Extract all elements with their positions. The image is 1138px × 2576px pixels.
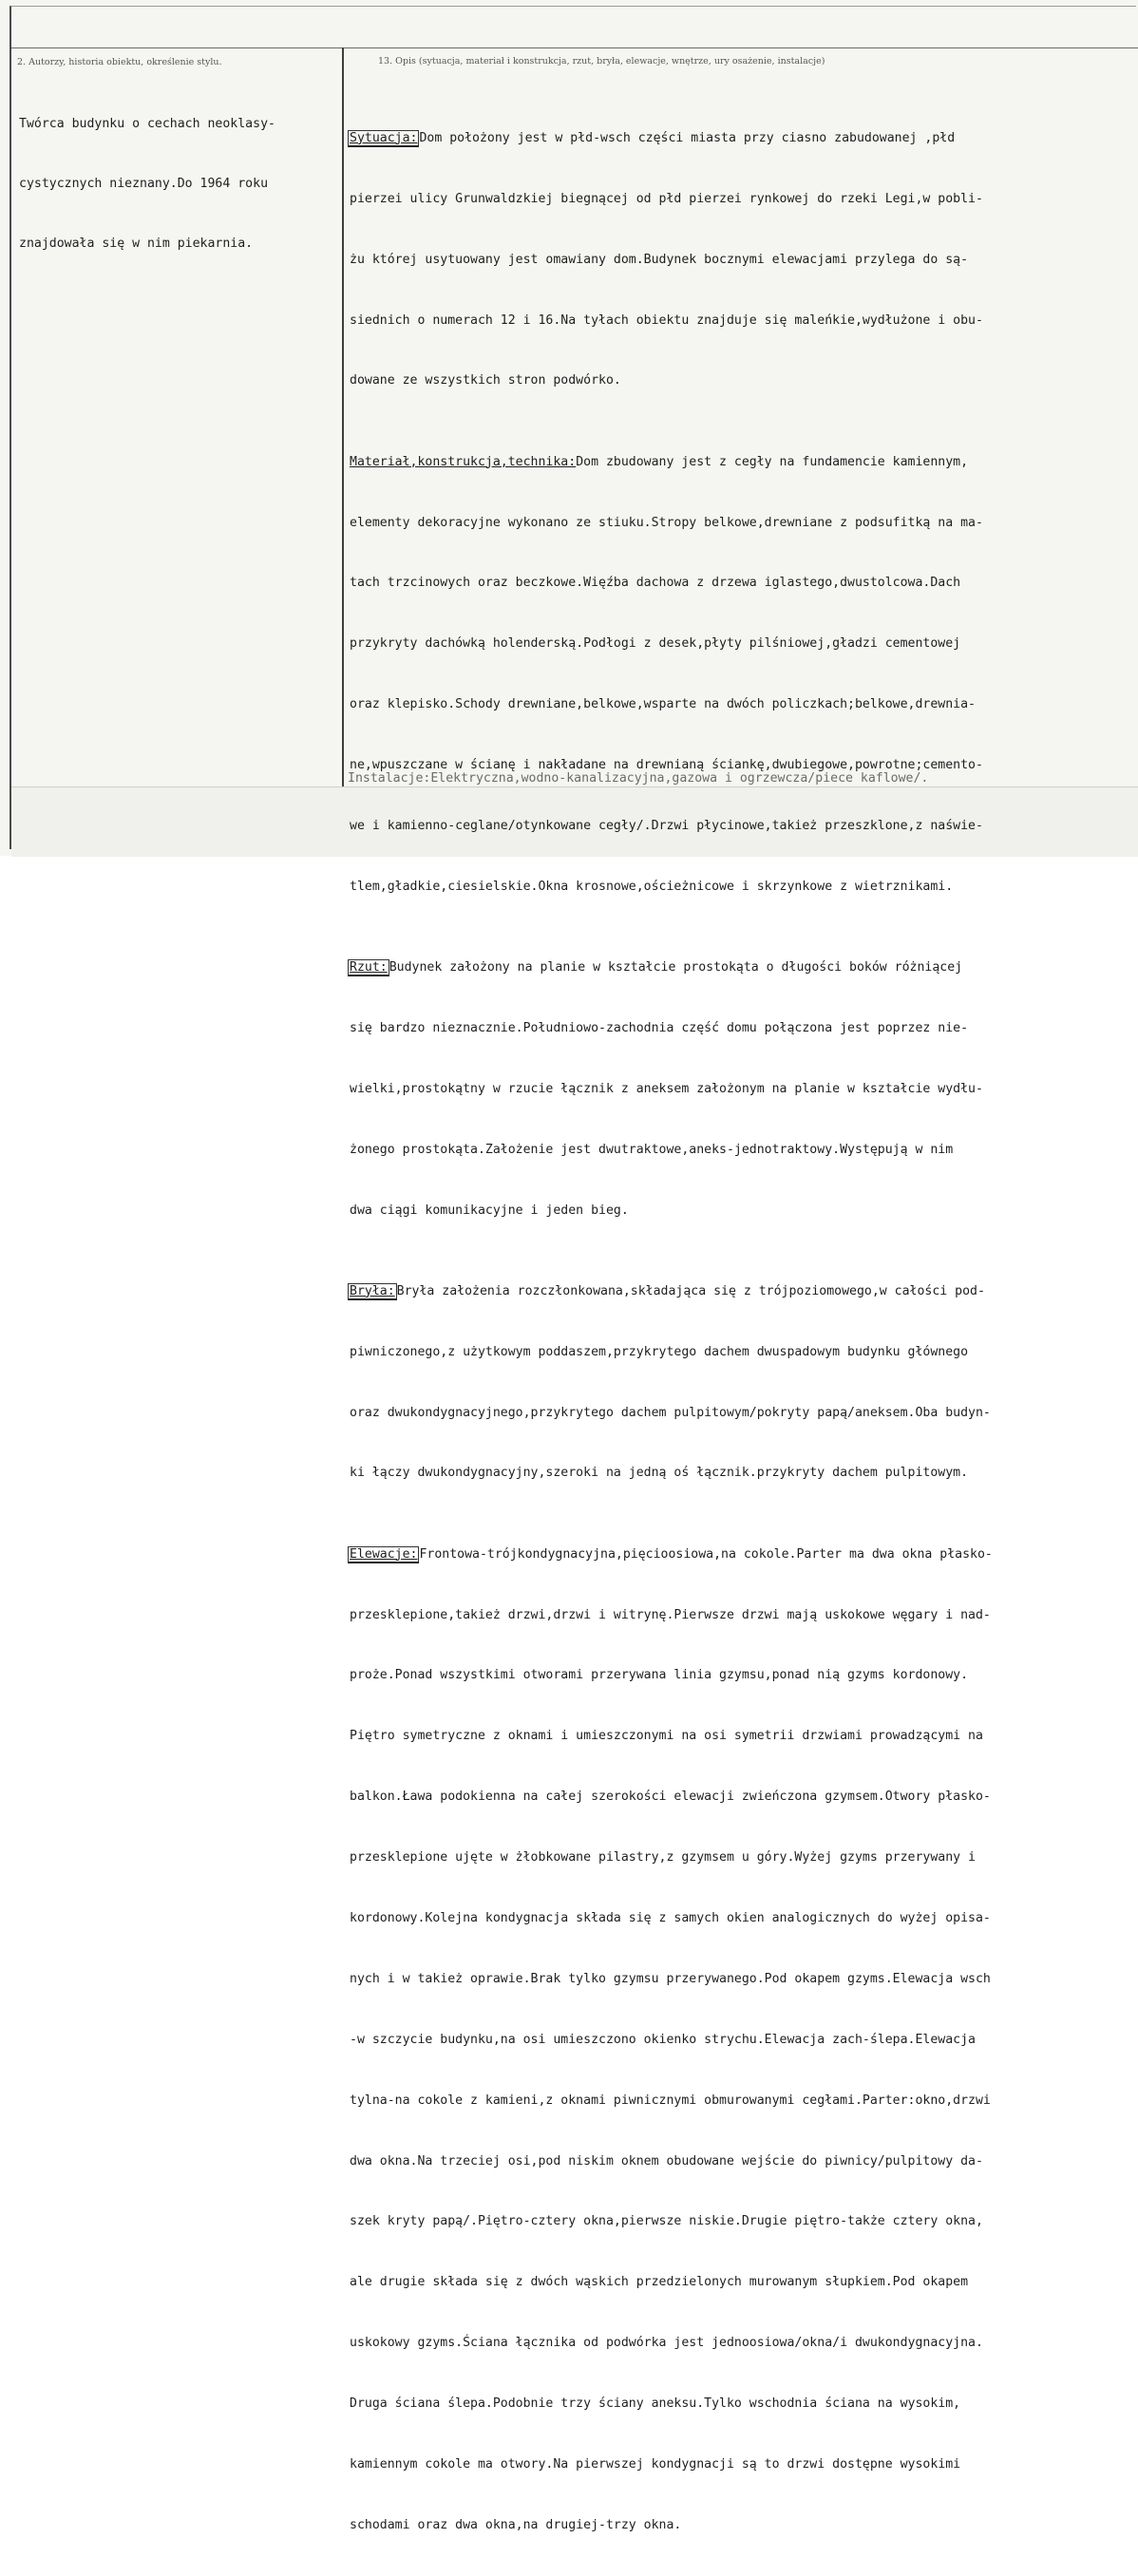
text-line: przesklepione ujęte w żłobkowane pilastry,z gzymsem u góry.Wyżej gzyms przerywany i <box>350 1850 976 1866</box>
text-line: tlem,gładkie,ciesielskie.Okna krosnowe,ościeżnicowe i skrzynkowe z wietrznikami. <box>350 879 954 894</box>
text-line: dwa okna.Na trzeciej osi,pod niskim oknem obudowane wejście do piwnicy/pulpitowy da- <box>350 2153 983 2169</box>
text-line: cystycznych nieznany.Do 1964 roku <box>19 177 269 191</box>
text-line: tach trzcinowych oraz beczkowe.Więźba dachowa z drzewa iglastego,dwustolcowa.Dach <box>350 576 961 591</box>
section-heading-situation: Sytuacja: <box>350 130 418 145</box>
text-line: ne,wpuszczane w ścianę i nakładane na drewnianą ściankę,dwubiegowe,powrotne;cemento- <box>350 758 983 773</box>
text-line: siednich o numerach 12 i 16.Na tyłach obiektu znajduje się maleńkie,wydłużone i obu- <box>350 313 983 328</box>
text-line: przykryty dachówką holenderską.Podłogi z desek,płyty pilśniowej,gładzi cementowej <box>350 636 961 652</box>
section-heading-material: Materiał,konstrukcja,technika: <box>350 454 577 469</box>
text-line: kamiennym cokole ma otwory.Na pierwszej kondygnacji są to drzwi dostępne wysokimi <box>350 2457 961 2472</box>
left-field-label: 2. Autorzy, historia obiektu, określenie stylu. <box>17 57 222 67</box>
section-heading-elevations: Elewacje: <box>350 1546 418 1562</box>
form-header-divider <box>11 47 1138 48</box>
text-line: tylna-na cokole z kamieni,z oknami piwnicznymi obmurowanymi cegłami.Parter:okno,drzwi <box>350 2093 991 2108</box>
text-line: we i kamienno-ceglane/otynkowane cegły/.Drzwi płycinowe,takież przeszklone,z naświe- <box>350 818 983 833</box>
text-line: Budynek założony na planie w kształcie prostokąta o długości boków różniącej <box>389 960 963 975</box>
text-line: Twórca budynku o cechach neoklasy- <box>19 117 275 131</box>
text-line: wielki,prostokątny w rzucie łącznik z aneksem założonym na planie w kształcie wydłu- <box>350 1081 983 1096</box>
text-line: dowane ze wszystkich stron podwórko. <box>350 373 621 388</box>
installations-text: Instalacje:Elektryczna,wodno-kanalizacyjna,gazowa i ogrzewcza/piece kaflowe/. <box>348 771 929 786</box>
text-line: proże.Ponad wszystkimi otworami przerywana linia gzymsu,ponad nią gzyms kordonowy. <box>350 1668 969 1683</box>
text-line: szek kryty papą/.Piętro-cztery okna,pierwsze niskie.Drugie piętro-także cztery okna, <box>350 2214 983 2229</box>
text-line: Dom położony jest w płd-wsch części miasta przy ciasno zabudowanej ,płd <box>419 130 956 145</box>
text-line: się bardzo nieznacznie.Południowo-zachodnia część domu połączona jest poprzez nie- <box>350 1020 969 1035</box>
description-text <box>350 67 1136 2576</box>
text-line: Bryła założenia rozczłonkowana,składająca się z trójpoziomowego,w całości pod- <box>396 1283 985 1298</box>
text-line: piwniczonego,z użytkowym poddaszem,przykrytego dachem dwuspadowym budynku głównego <box>350 1344 969 1359</box>
text-line: Dom zbudowany jest z cegły na fundamencie kamiennym, <box>576 454 969 469</box>
text-line: żu której usytuowany jest omawiany dom.Budynek bocznymi elewacjami przylega do są- <box>350 252 969 267</box>
text-line: Piętro symetryczne z oknami i umieszczonymi na osi symetrii drzwiami prowadzącymi na <box>350 1729 983 1744</box>
text-line: Druga ściana ślepa.Podobnie trzy ściany aneksu.Tylko wschodnia ściana na wysokim, <box>350 2396 961 2412</box>
text-line: dwa ciągi komunikacyjne i jeden bieg. <box>350 1203 629 1218</box>
text-line: balkon.Ława podokienna na całej szerokości elewacji zwieńczona gzymsem.Otwory płasko- <box>350 1790 991 1805</box>
section-heading-massing: Bryła: <box>350 1283 395 1298</box>
text-line: nych i w takież oprawie.Brak tylko gzymsu przerywanego.Pod okapem gzyms.Elewacja wsch <box>350 1971 991 1986</box>
section-heading-plan: Rzut: <box>350 960 388 975</box>
text-line: przesklepione,takież drzwi,drzwi i witrynę.Pierwsze drzwi mają uskokowe węgary i nad- <box>350 1607 991 1622</box>
text-line: Frontowa-trójkondygnacyjna,pięcioosiowa,na cokole.Parter ma dwa okna płasko- <box>419 1546 993 1562</box>
text-line: -w szczycie budynku,na osi umieszczono okienko strychu.Elewacja zach-ślepa.Elewacja <box>350 2032 976 2047</box>
right-field-label: 13. Opis (sytuacja, materiał i konstrukcja, rzut, bryła, elewacje, wnętrze, ury osażenie, instalacje) <box>378 56 825 66</box>
text-line: oraz klepisko.Schody drewniane,belkowe,wsparte na dwóch policzkach;belkowe,drewnia- <box>350 697 976 712</box>
text-line: ale drugie składa się z dwóch wąskich przedzielonych murowanym słupkiem.Pod okapem <box>350 2275 969 2290</box>
text-line: żonego prostokąta.Założenie jest dwutraktowe,aneks-jednotraktowy.Występują w nim <box>350 1142 954 1157</box>
authors-history-text <box>19 74 338 294</box>
column-divider <box>342 47 344 786</box>
text-line: schodami oraz dwa okna,na drugiej-trzy okna. <box>350 2517 682 2532</box>
text-line: pierzei ulicy Grunwaldzkiej biegnącej od płd pierzei rynkowej do rzeki Legi,w pobli- <box>350 191 983 206</box>
text-line: znajdowała się w nim piekarnia. <box>19 237 254 251</box>
text-line: ki łączy dwukondygnacyjny,szeroki na jedną oś łącznik.przykryty dachem pulpitowym. <box>350 1466 969 1481</box>
text-line: uskokowy gzyms.Ściana łącznika od podwórka jest jednoosiowa/okna/i dwukondygnacyjna. <box>350 2336 983 2351</box>
text-line: elementy dekoracyjne wykonano ze stiuku.Stropy belkowe,drewniane z podsufitką na ma- <box>350 515 983 530</box>
text-line: oraz dwukondygnacyjnego,przykrytego dachem pulpitowym/pokryty papą/aneksem.Oba budyn- <box>350 1405 991 1420</box>
text-line: kordonowy.Kolejna kondygnacja składa się z samych okien analogicznych do wyżej opisa- <box>350 1911 991 1926</box>
